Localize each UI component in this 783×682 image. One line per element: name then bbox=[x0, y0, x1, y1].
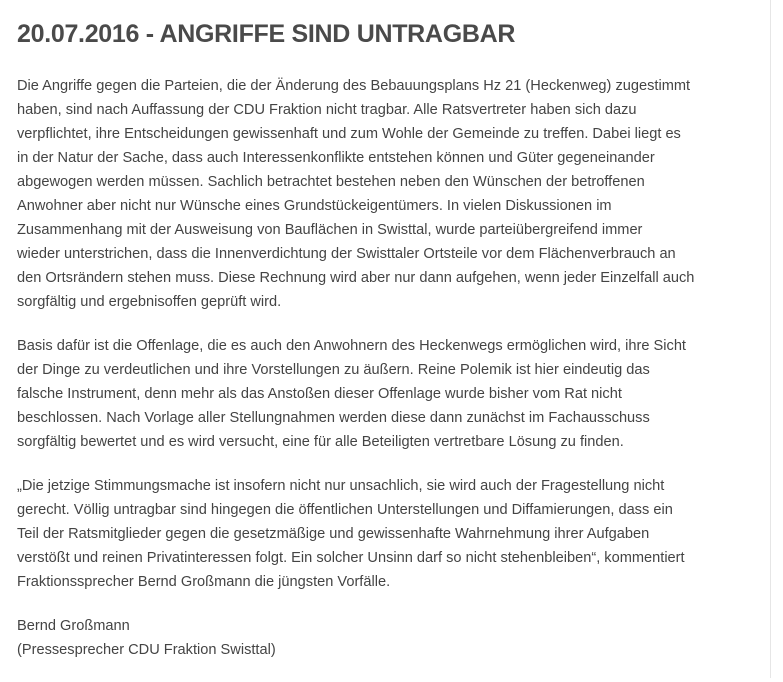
article-body bbox=[17, 74, 757, 682]
author-role: (Pressesprecher CDU Fraktion Swisttal) bbox=[17, 642, 276, 658]
paragraph-3-quote bbox=[17, 474, 757, 594]
text-line: Zusammenhang mit der Ausweisung von Bauflächen in Swisttal, wurde parteiübergreifend immer bbox=[17, 222, 643, 238]
text-line: Basis dafür ist die Offenlage, die es auch den Anwohnern des Heckenwegs ermöglichen wird, ihre Sicht bbox=[17, 338, 686, 354]
text-line: Teil der Ratsmitglieder gegen die gesetzmäßige und gewissenhafte Wahrnehmung ihrer Aufgaben bbox=[17, 526, 650, 542]
text-line: den Ortsrändern stehen muss. Diese Rechnung wird aber nur dann aufgehen, wenn jeder Einzelfall auch bbox=[17, 270, 695, 286]
text-line: Die Angriffe gegen die Parteien, die der Änderung des Bebauungsplans Hz 21 (Heckenweg) zugestimmt bbox=[17, 78, 691, 94]
text-line: abgewogen werden müssen. Sachlich betrachtet bestehen neben den Wünschen der betroffenen bbox=[17, 174, 645, 190]
article-title: 20.07.2016 - ANGRIFFE SIND UNTRAGBAR bbox=[17, 20, 516, 48]
text-line: Anwohner aber nicht nur Wünsche eines Grundstückeigentümers. In vielen Diskussionen im bbox=[17, 198, 612, 214]
text-line: Fraktionssprecher Bernd Großmann die jüngsten Vorfälle. bbox=[17, 574, 391, 590]
text-line: wieder unterstrichen, dass die Innenverdichtung der Swisttaler Ortsteile vor dem Flächenverbrauch an bbox=[17, 246, 676, 262]
author-signature bbox=[17, 614, 757, 662]
text-line: gerecht. Völlig untragbar sind hingegen die öffentlichen Unterstellungen und Diffamierungen, dass ein bbox=[17, 502, 673, 518]
author-name: Bernd Großmann bbox=[17, 618, 130, 634]
text-line: falsche Instrument, denn mehr als das Anstoßen dieser Offenlage wurde bisher vom Rat nicht bbox=[17, 386, 622, 402]
text-line: haben, sind nach Auffassung der CDU Fraktion nicht tragbar. Alle Ratsvertreter haben sich dazu bbox=[17, 102, 637, 118]
text-line: verpflichtet, ihre Entscheidungen gewissenhaft und zum Wohle der Gemeinde zu treffen. Dabei liegt es bbox=[17, 126, 681, 142]
text-line: sorgfältig bewertet und es wird versucht, eine für alle Beteiligten vertretbare Lösung zu finden. bbox=[17, 434, 624, 450]
text-line: beschlossen. Nach Vorlage aller Stellungnahmen werden diese dann zunächst im Fachausschuss bbox=[17, 410, 650, 426]
text-line: in der Natur der Sache, dass auch Interessenkonflikte entstehen können und Güter gegeneinander bbox=[17, 150, 655, 166]
paragraph-2 bbox=[17, 334, 757, 454]
text-line: sorgfältig und ergebnisoffen geprüft wird. bbox=[17, 294, 282, 310]
page-border bbox=[770, 0, 771, 678]
text-line: verstößt und reinen Privatinteressen folgt. Ein solcher Unsinn darf so nicht stehenbleiben“, kommentiert bbox=[17, 550, 685, 566]
paragraph-1 bbox=[17, 74, 757, 314]
text-line: „Die jetzige Stimmungsmache ist insofern nicht nur unsachlich, sie wird auch der Fragestellung nicht bbox=[17, 478, 665, 494]
text-line: der Dinge zu verdeutlichen und ihre Vorstellungen zu äußern. Reine Polemik ist hier eindeutig das bbox=[17, 362, 650, 378]
